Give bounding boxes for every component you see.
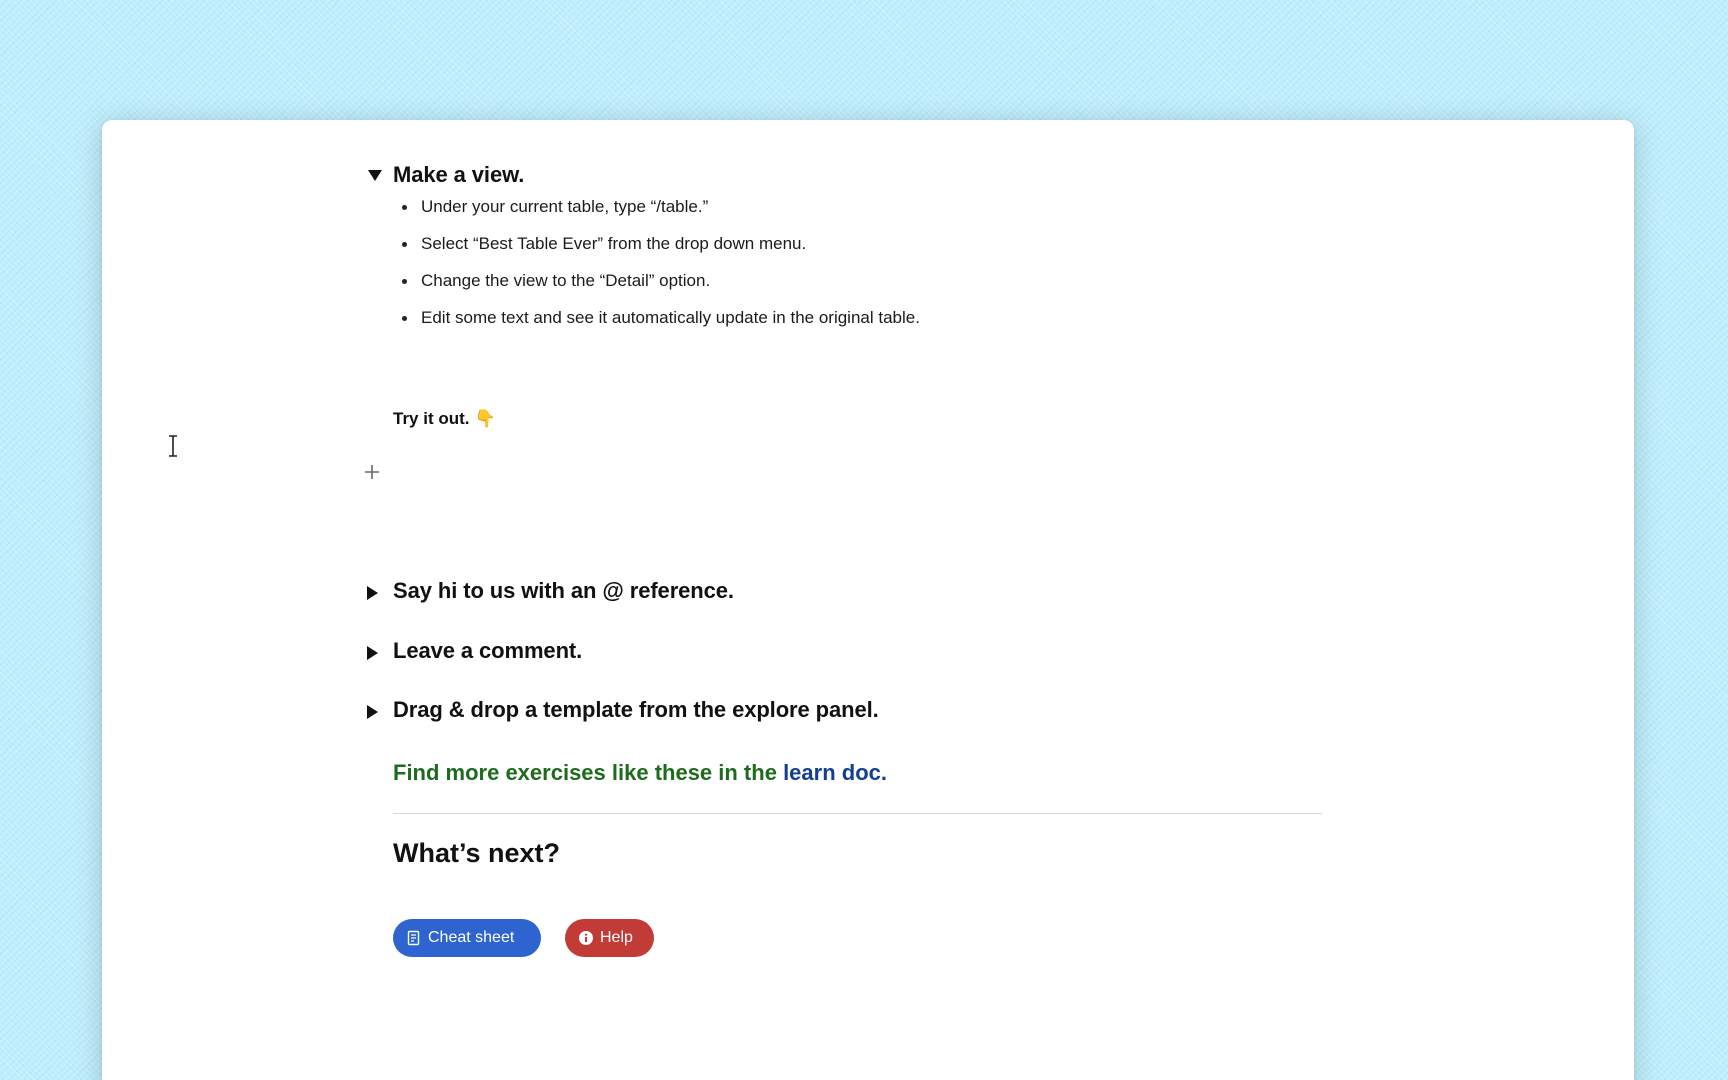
section-title-leave-comment: Leave a comment. [393,638,583,663]
cheat-sheet-label: Cheat sheet [428,929,515,946]
learn-doc-line: Find more exercises like these in the learn doc. [393,760,887,785]
learn-doc-link[interactable]: learn doc. [783,760,887,785]
help-label: Help [600,929,633,946]
info-icon [578,930,594,946]
section-title-make-view: Make a view. [393,162,525,187]
section-title-say-hi: Say hi to us with an @ reference. [393,578,734,603]
list-item: Select “Best Table Ever” from the drop down menu. [392,234,920,271]
help-button[interactable] [565,919,654,957]
bullet-dot [402,316,407,321]
section-title-drag-drop: Drag & drop a template from the explore panel. [393,697,879,722]
plus-icon[interactable] [362,462,382,482]
bullet-dot [402,205,407,210]
list-item: Edit some text and see it automatically update in the original table. [392,308,920,345]
divider [393,813,1322,814]
text-cursor-icon [166,434,180,458]
instruction-list [392,197,920,345]
plus-icon-glyph [362,462,382,482]
triangle-down-icon[interactable] [368,170,382,181]
try-it-out-label: Try it out. 👇 [393,409,496,428]
cheat-sheet-button[interactable] [393,919,541,957]
triangle-right-icon[interactable] [367,586,378,600]
pointing-down-emoji: 👇 [474,409,496,428]
triangle-right-icon[interactable] [367,705,378,719]
triangle-right-icon[interactable] [367,646,378,660]
bullet-dot [402,279,407,284]
bullet-dot [402,242,407,247]
whats-next-heading: What’s next? [393,838,561,868]
list-item: Under your current table, type “/table.” [392,197,920,234]
list-item: Change the view to the “Detail” option. [392,271,920,308]
document-icon [406,930,422,946]
